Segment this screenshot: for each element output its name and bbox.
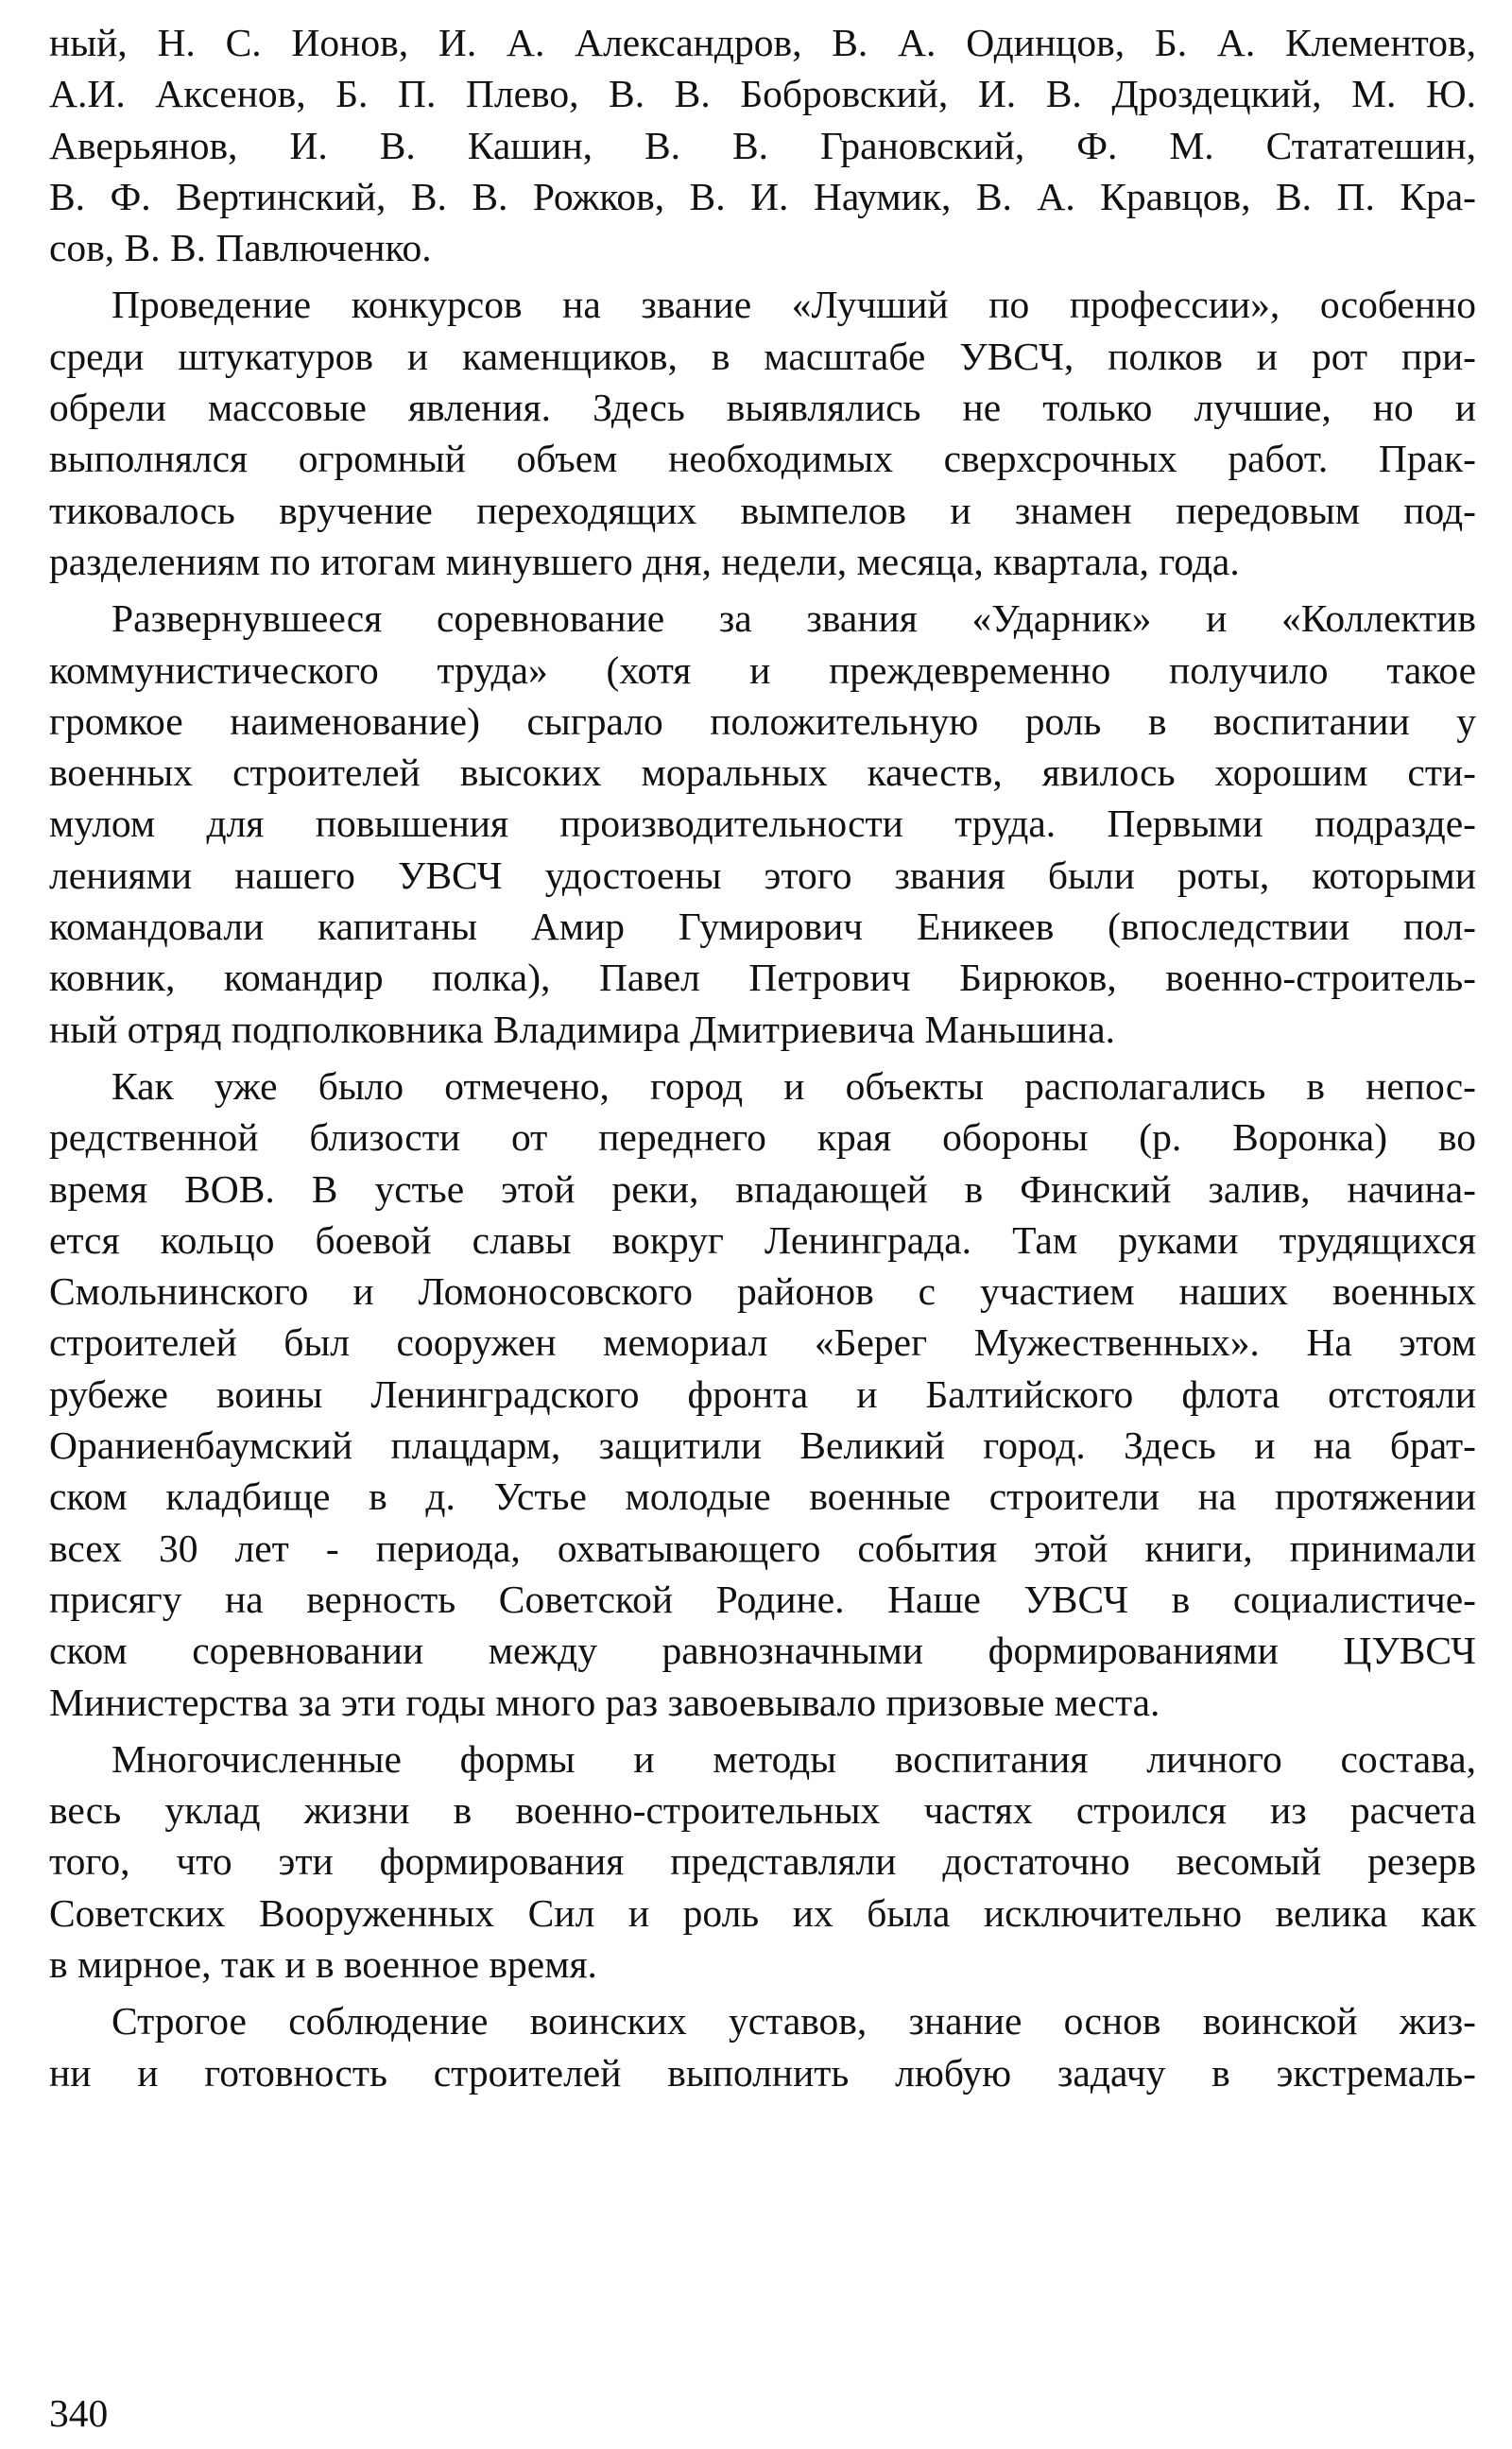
text-line: редственной близости от переднего края обороны (р. Воронка) во (49, 1115, 1476, 1160)
text-line: Как уже было отмечено, город и объекты располагались в непос- (112, 1063, 1476, 1108)
text-line: ском соревновании между равнозначными формированиями ЦУВСЧ (49, 1629, 1476, 1673)
text-line: Проведение конкурсов на звание «Лучший по профессии», особенно (112, 283, 1476, 327)
text-line: ется кольцо боевой славы вокруг Ленинграда. Там руками трудящихся (49, 1217, 1476, 1262)
paragraph (49, 279, 1476, 587)
paragraph (49, 1733, 1476, 1990)
text-line: командовали капитаны Амир Гумирович Еникеев (впоследствии пол- (49, 905, 1476, 949)
text-line: А.И. Аксенов, Б. П. Плево, В. В. Бобровский, И. В. Дроздецкий, М. Ю. (49, 72, 1476, 116)
text-line: среди штукатуров и каменщиков, в масштабе УВСЧ, полков и рот при- (49, 334, 1476, 378)
paragraph (49, 1995, 1476, 2098)
text-line: Развернувшееся соревнование за звания «Ударник» и «Коллектив (112, 596, 1476, 641)
text-line: Министерства за эти годы много раз завоевывало призовые места. (49, 1680, 1160, 1724)
text-line: ный отряд подполковника Владимира Дмитриевича Маньшина. (49, 1007, 1116, 1051)
text-line: коммунистического труда» (хотя и преждевременно получило такое (49, 647, 1476, 692)
text-line: ском кладбище в д. Устье молодые военные строители на протяжении (49, 1475, 1476, 1519)
text-line: присягу на верность Советской Родине. Наше УВСЧ в социалистиче- (49, 1577, 1476, 1621)
text-line: весь уклад жизни в военно-строительных частях строился из расчета (49, 1788, 1476, 1833)
text-line: выполнялся огромный объем необходимых сверхсрочных работ. Прак- (49, 437, 1476, 481)
paragraph (49, 1061, 1476, 1728)
text-line: ковник, командир полка), Павел Петрович Бирюков, военно-строитель- (49, 956, 1476, 1000)
text-line: сов, В. В. Павлюченко. (49, 226, 432, 270)
text-line: Советских Вооруженных Сил и роль их была исключительно велика как (49, 1890, 1476, 1935)
text-line: В. Ф. Вертинский, В. В. Рожков, В. И. Наумик, В. А. Кравцов, В. П. Кра- (49, 174, 1476, 218)
text-line: всех 30 лет - периода, охватывающего события этой книги, принимали (49, 1526, 1476, 1570)
text-line: тиковалось вручение переходящих вымпелов и знамен передовым под- (49, 488, 1476, 532)
text-line: обрели массовые явления. Здесь выявлялись не только лучшие, но и (49, 386, 1476, 430)
text-line: Многочисленные формы и методы воспитания личного состава, (112, 1736, 1476, 1781)
text-line: разделениям по итогам минувшего дня, недели, месяца, квартала, года. (49, 539, 1240, 583)
text-line: в мирное, так и в военное время. (49, 1941, 597, 1986)
text-line: строителей был сооружен мемориал «Берег Мужественных». На этом (49, 1320, 1476, 1365)
page-body (49, 17, 1476, 2098)
paragraph (49, 17, 1476, 273)
text-line: ный, Н. С. Ионов, И. А. Александров, В. А. Одинцов, Б. А. Клементов, (49, 21, 1476, 64)
text-line: того, что эти формирования представляли достаточно весомый резерв (49, 1839, 1476, 1884)
text-line: Ораниенбаумский плацдарм, защитили Великий город. Здесь и на брат- (49, 1423, 1476, 1468)
text-line: Смольнинского и Ломоносовского районов с участием наших военных (49, 1269, 1476, 1314)
text-line: громкое наименование) сыграло положительную роль в воспитании у (49, 698, 1476, 743)
text-line: время ВОВ. В устье этой реки, впадающей в Финский залив, начина- (49, 1166, 1476, 1211)
text-line: лениями нашего УВСЧ удостоены этого звания были роты, которыми (49, 853, 1476, 897)
text-line: ни и готовность строителей выполнить любую задачу в экстремаль- (49, 2050, 1476, 2095)
page-number: 340 (49, 2391, 109, 2435)
text-line: военных строителей высоких моральных качеств, явилось хорошим сти- (49, 750, 1476, 795)
text-line: Аверьянов, И. В. Кашин, В. В. Грановский, Ф. М. Стататешин, (49, 123, 1476, 167)
text-line: Строгое соблюдение воинских уставов, знание основ воинской жиз- (112, 1999, 1476, 2044)
text-line: мулом для повышения производительности труда. Первыми подразде- (49, 802, 1476, 846)
paragraph (49, 593, 1476, 1055)
text-line: рубеже воины Ленинградского фронта и Балтийского флота отстояли (49, 1371, 1476, 1416)
